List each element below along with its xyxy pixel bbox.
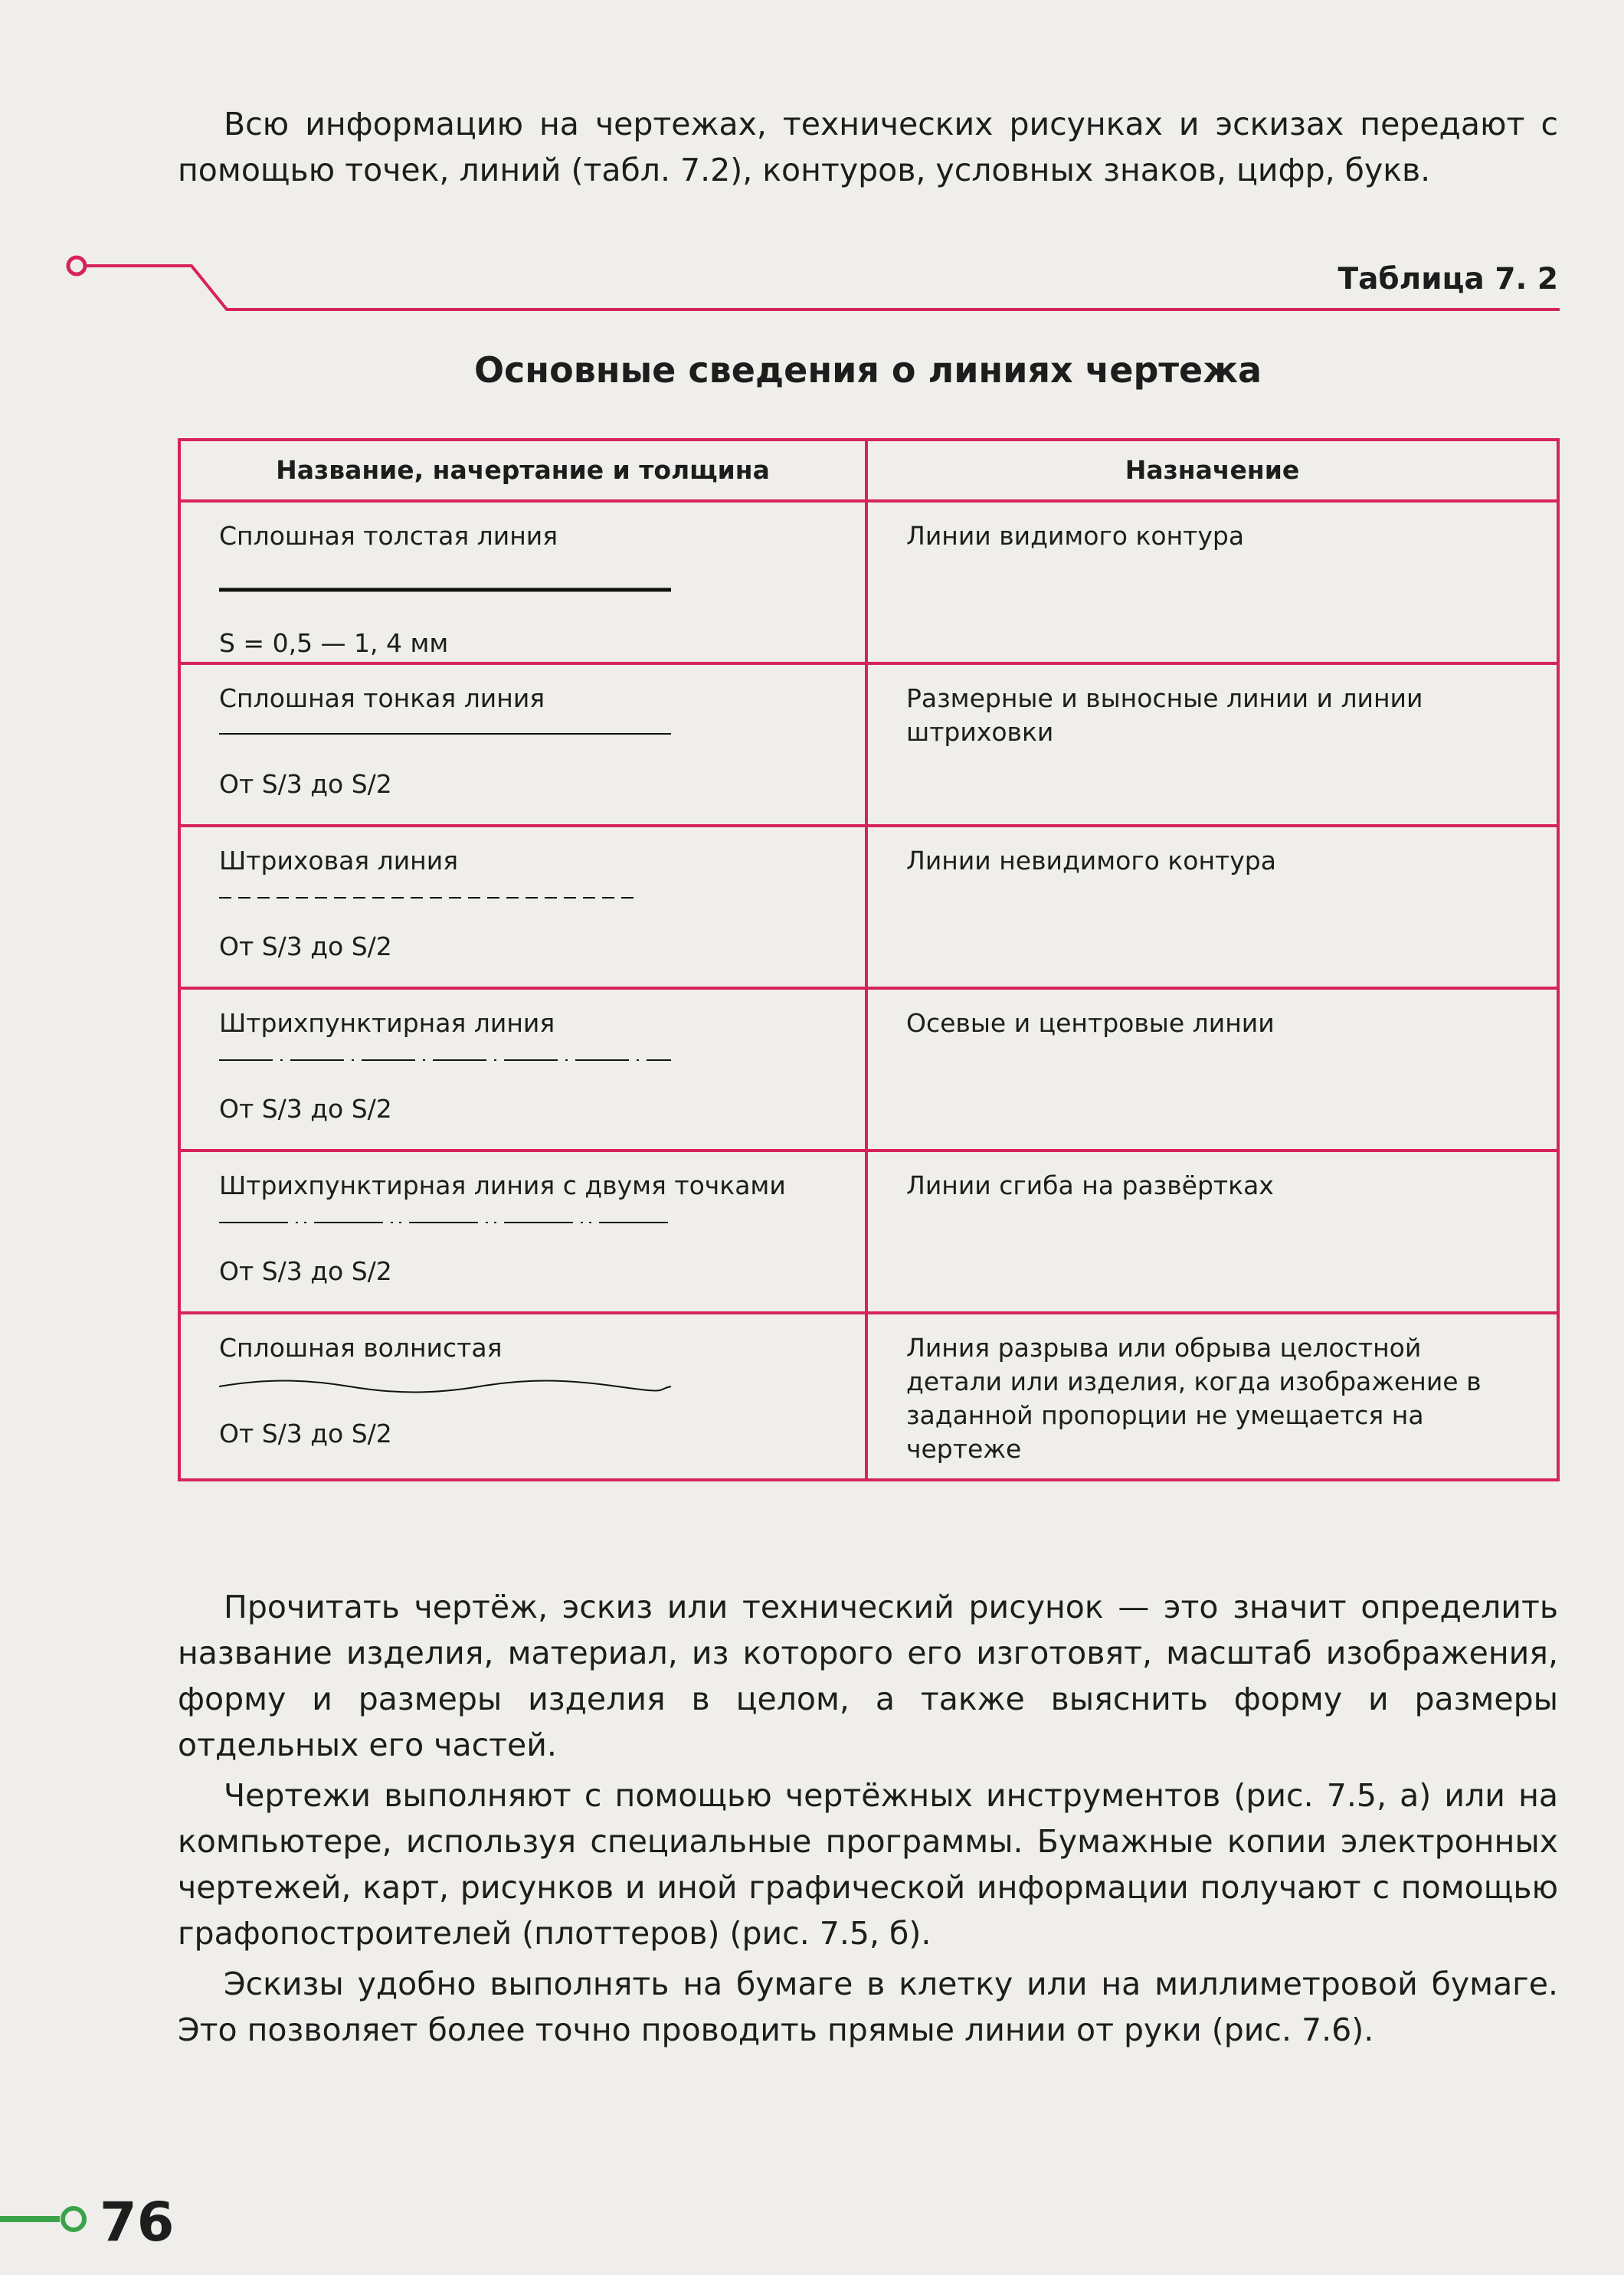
line-purpose: Линии видимого контура	[906, 521, 1245, 551]
table-row	[179, 663, 1558, 826]
line-purpose: Линии невидимого контура	[906, 846, 1276, 876]
header-purpose: Назначение	[866, 440, 1558, 501]
body-text	[178, 1584, 1558, 2053]
line-sample-solid-thin	[219, 715, 827, 763]
page-marker-icon	[63, 2208, 84, 2230]
table-row	[179, 988, 1558, 1151]
line-sample-dash-dot-dot	[219, 1203, 827, 1250]
page-number: 76	[100, 2191, 175, 2254]
header-name: Название, начертание и толщина	[179, 440, 866, 501]
line-sample-dashed	[219, 878, 827, 925]
body-paragraph: Чертежи выполняют с помощью чертёжных инструментов (рис. 7.5, а) или на компьютере, используя специальные программы. Бумажные копии электронных чертежей, карт, рисунков и иной графической информации получают с помощью графопостроителей (плоттеров) (рис. 7.5, б).	[178, 1777, 1558, 1952]
line-sample-wavy	[219, 1365, 827, 1412]
line-thickness: От S/3 до S/2	[219, 769, 392, 799]
table-row	[179, 826, 1558, 988]
line-name: Штриховая линия	[219, 846, 459, 876]
line-thickness: От S/3 до S/2	[219, 1094, 392, 1124]
body-paragraph: Прочитать чертёж, эскиз или технический рисунок — это значит определить название изделия, материал, из которого его изготовят, масштаб изображения, форму и размеры изделия в целом, а также выяснить форму и размеры отдельных его частей.	[178, 1589, 1558, 1763]
line-thickness: От S/3 до S/2	[219, 1256, 392, 1286]
line-purpose: Осевые и центровые линии	[906, 1008, 1275, 1038]
line-name: Сплошная волнистая	[219, 1333, 503, 1363]
table-row	[179, 501, 1558, 663]
intro-text: Всю информацию на чертежах, технических рисунках и эскизах передают с помощью точек, линий (табл. 7.2), контуров, условных знаков, цифр, букв.	[178, 106, 1558, 188]
line-name: Сплошная тонкая линия	[219, 683, 545, 713]
line-purpose: Линии сгиба на развёртках	[906, 1170, 1274, 1200]
line-name: Штрихпунктирная линия с двумя точками	[219, 1170, 786, 1200]
intro-paragraph	[178, 101, 1558, 193]
lines-table	[178, 438, 1560, 1481]
caption-marker-icon	[68, 257, 85, 274]
line-sample-dash-dot	[219, 1040, 827, 1088]
table-title: Основные сведения о линиях чертежа	[473, 349, 1262, 391]
table-caption: Таблица 7. 2	[1338, 262, 1558, 296]
line-sample-solid-thick	[219, 553, 827, 622]
body-paragraph: Эскизы удобно выполнять на бумаге в клетку или на миллиметровой бумаге. Это позволяет более точно проводить прямые линии от руки (рис. 7.6).	[178, 1966, 1558, 2048]
table-header-row	[179, 440, 1558, 501]
line-purpose: Размерные и выносные линии и линии штриховки	[906, 683, 1423, 747]
table-row	[179, 1151, 1558, 1313]
line-thickness: От S/3 до S/2	[219, 931, 392, 961]
line-name: Сплошная толстая линия	[219, 521, 558, 551]
table-row	[179, 1313, 1558, 1480]
line-thickness: S = 0,5 — 1, 4 мм	[219, 628, 449, 658]
line-name: Штрихпунктирная линия	[219, 1008, 555, 1038]
line-thickness: От S/3 до S/2	[219, 1419, 392, 1448]
line-purpose: Линия разрыва или обрыва целостной детали или изделия, когда изображение в заданной пропорции не умещается на чертеже	[906, 1333, 1482, 1464]
